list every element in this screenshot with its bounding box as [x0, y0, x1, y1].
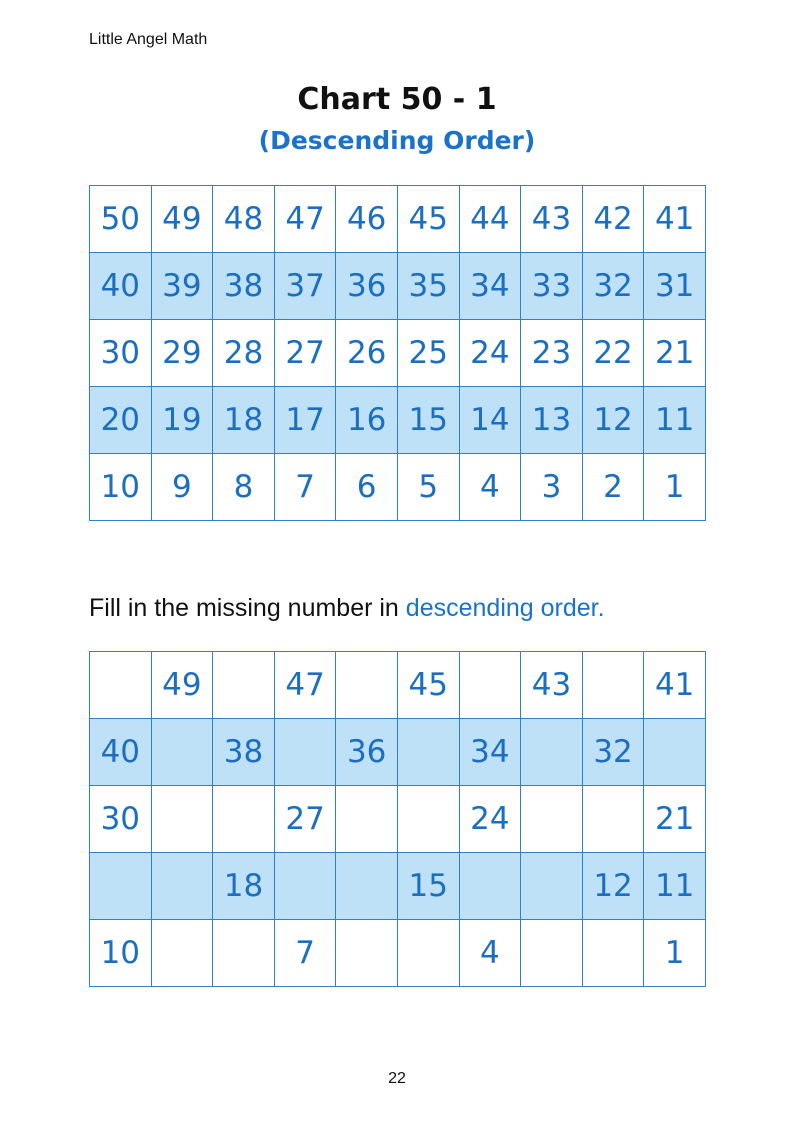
exercise-cell: 41	[644, 652, 706, 719]
page-title: Chart 50 - 1	[297, 82, 497, 117]
exercise-cell: 24	[459, 786, 521, 853]
exercise-cell[interactable]	[459, 853, 521, 920]
chart-cell: 15	[397, 387, 459, 454]
exercise-cell: 10	[90, 920, 152, 987]
chart-cell: 10	[90, 454, 152, 521]
chart-cell: 36	[336, 253, 398, 320]
exercise-row-3	[90, 786, 706, 853]
exercise-cell[interactable]	[397, 920, 459, 987]
chart-cell: 24	[459, 320, 521, 387]
chart-cell: 27	[274, 320, 336, 387]
exercise-cell: 49	[151, 652, 213, 719]
exercise-cell[interactable]	[521, 853, 583, 920]
exercise-cell: 18	[213, 853, 275, 920]
exercise-cell[interactable]	[644, 719, 706, 786]
exercise-row-4	[90, 853, 706, 920]
exercise-chart-body	[90, 652, 706, 987]
exercise-cell: 1	[644, 920, 706, 987]
chart-cell: 17	[274, 387, 336, 454]
chart-cell: 40	[90, 253, 152, 320]
chart-row-5	[90, 454, 706, 521]
number-chart	[89, 185, 706, 521]
exercise-cell[interactable]	[336, 920, 398, 987]
chart-cell: 44	[459, 186, 521, 253]
chart-cell: 11	[644, 387, 706, 454]
chart-cell: 18	[213, 387, 275, 454]
book-title: Little Angel Math	[89, 31, 208, 48]
chart-cell: 13	[521, 387, 583, 454]
chart-cell: 23	[521, 320, 583, 387]
chart-cell: 45	[397, 186, 459, 253]
exercise-cell[interactable]	[151, 920, 213, 987]
exercise-cell: 7	[274, 920, 336, 987]
chart-cell: 12	[582, 387, 644, 454]
chart-cell: 47	[274, 186, 336, 253]
chart-cell: 49	[151, 186, 213, 253]
chart-row-2	[90, 253, 706, 320]
exercise-cell[interactable]	[582, 652, 644, 719]
exercise-cell: 4	[459, 920, 521, 987]
exercise-cell[interactable]	[459, 652, 521, 719]
exercise-cell[interactable]	[397, 719, 459, 786]
exercise-cell[interactable]	[397, 786, 459, 853]
exercise-cell: 36	[336, 719, 398, 786]
exercise-cell: 15	[397, 853, 459, 920]
exercise-cell[interactable]	[582, 786, 644, 853]
exercise-cell: 11	[644, 853, 706, 920]
page-subtitle: (Descending Order)	[258, 126, 536, 155]
chart-cell: 34	[459, 253, 521, 320]
exercise-cell[interactable]	[521, 719, 583, 786]
chart-cell: 42	[582, 186, 644, 253]
chart-cell: 43	[521, 186, 583, 253]
chart-cell: 41	[644, 186, 706, 253]
chart-cell: 16	[336, 387, 398, 454]
instruction-highlight: descending order.	[405, 594, 605, 622]
exercise-cell: 45	[397, 652, 459, 719]
number-chart-body	[90, 186, 706, 521]
exercise-cell[interactable]	[521, 920, 583, 987]
exercise-cell[interactable]	[336, 786, 398, 853]
exercise-row-1	[90, 652, 706, 719]
exercise-row-5	[90, 920, 706, 987]
instruction-text	[89, 594, 605, 623]
exercise-cell: 47	[274, 652, 336, 719]
exercise-chart	[89, 651, 706, 987]
chart-cell: 1	[644, 454, 706, 521]
chart-cell: 21	[644, 320, 706, 387]
chart-cell: 4	[459, 454, 521, 521]
chart-cell: 19	[151, 387, 213, 454]
chart-cell: 6	[336, 454, 398, 521]
exercise-cell[interactable]	[274, 853, 336, 920]
exercise-cell[interactable]	[151, 853, 213, 920]
exercise-cell: 38	[213, 719, 275, 786]
chart-cell: 14	[459, 387, 521, 454]
exercise-cell[interactable]	[151, 786, 213, 853]
chart-cell: 20	[90, 387, 152, 454]
chart-cell: 22	[582, 320, 644, 387]
chart-cell: 25	[397, 320, 459, 387]
exercise-cell: 12	[582, 853, 644, 920]
chart-cell: 33	[521, 253, 583, 320]
chart-cell: 37	[274, 253, 336, 320]
chart-cell: 39	[151, 253, 213, 320]
exercise-cell[interactable]	[90, 853, 152, 920]
chart-cell: 3	[521, 454, 583, 521]
exercise-cell: 30	[90, 786, 152, 853]
exercise-cell[interactable]	[274, 719, 336, 786]
exercise-cell: 32	[582, 719, 644, 786]
exercise-cell[interactable]	[213, 920, 275, 987]
chart-cell: 50	[90, 186, 152, 253]
chart-row-1	[90, 186, 706, 253]
exercise-cell: 43	[521, 652, 583, 719]
exercise-cell: 34	[459, 719, 521, 786]
chart-cell: 26	[336, 320, 398, 387]
chart-cell: 38	[213, 253, 275, 320]
chart-row-3	[90, 320, 706, 387]
chart-cell: 31	[644, 253, 706, 320]
chart-cell: 46	[336, 186, 398, 253]
exercise-cell: 21	[644, 786, 706, 853]
exercise-cell[interactable]	[213, 652, 275, 719]
chart-cell: 35	[397, 253, 459, 320]
exercise-cell: 40	[90, 719, 152, 786]
exercise-cell[interactable]	[582, 920, 644, 987]
chart-cell: 48	[213, 186, 275, 253]
chart-cell: 32	[582, 253, 644, 320]
chart-cell: 8	[213, 454, 275, 521]
exercise-cell: 27	[274, 786, 336, 853]
exercise-cell[interactable]	[336, 652, 398, 719]
chart-cell: 7	[274, 454, 336, 521]
exercise-cell[interactable]	[90, 652, 152, 719]
chart-cell: 28	[213, 320, 275, 387]
exercise-cell[interactable]	[213, 786, 275, 853]
chart-cell: 9	[151, 454, 213, 521]
instruction-prefix: Fill in the missing number in	[89, 594, 406, 622]
exercise-cell[interactable]	[336, 853, 398, 920]
exercise-row-2	[90, 719, 706, 786]
exercise-cell[interactable]	[151, 719, 213, 786]
exercise-cell[interactable]	[521, 786, 583, 853]
chart-cell: 5	[397, 454, 459, 521]
chart-cell: 2	[582, 454, 644, 521]
chart-cell: 29	[151, 320, 213, 387]
chart-row-4	[90, 387, 706, 454]
chart-cell: 30	[90, 320, 152, 387]
page-number: 22	[388, 1070, 406, 1087]
